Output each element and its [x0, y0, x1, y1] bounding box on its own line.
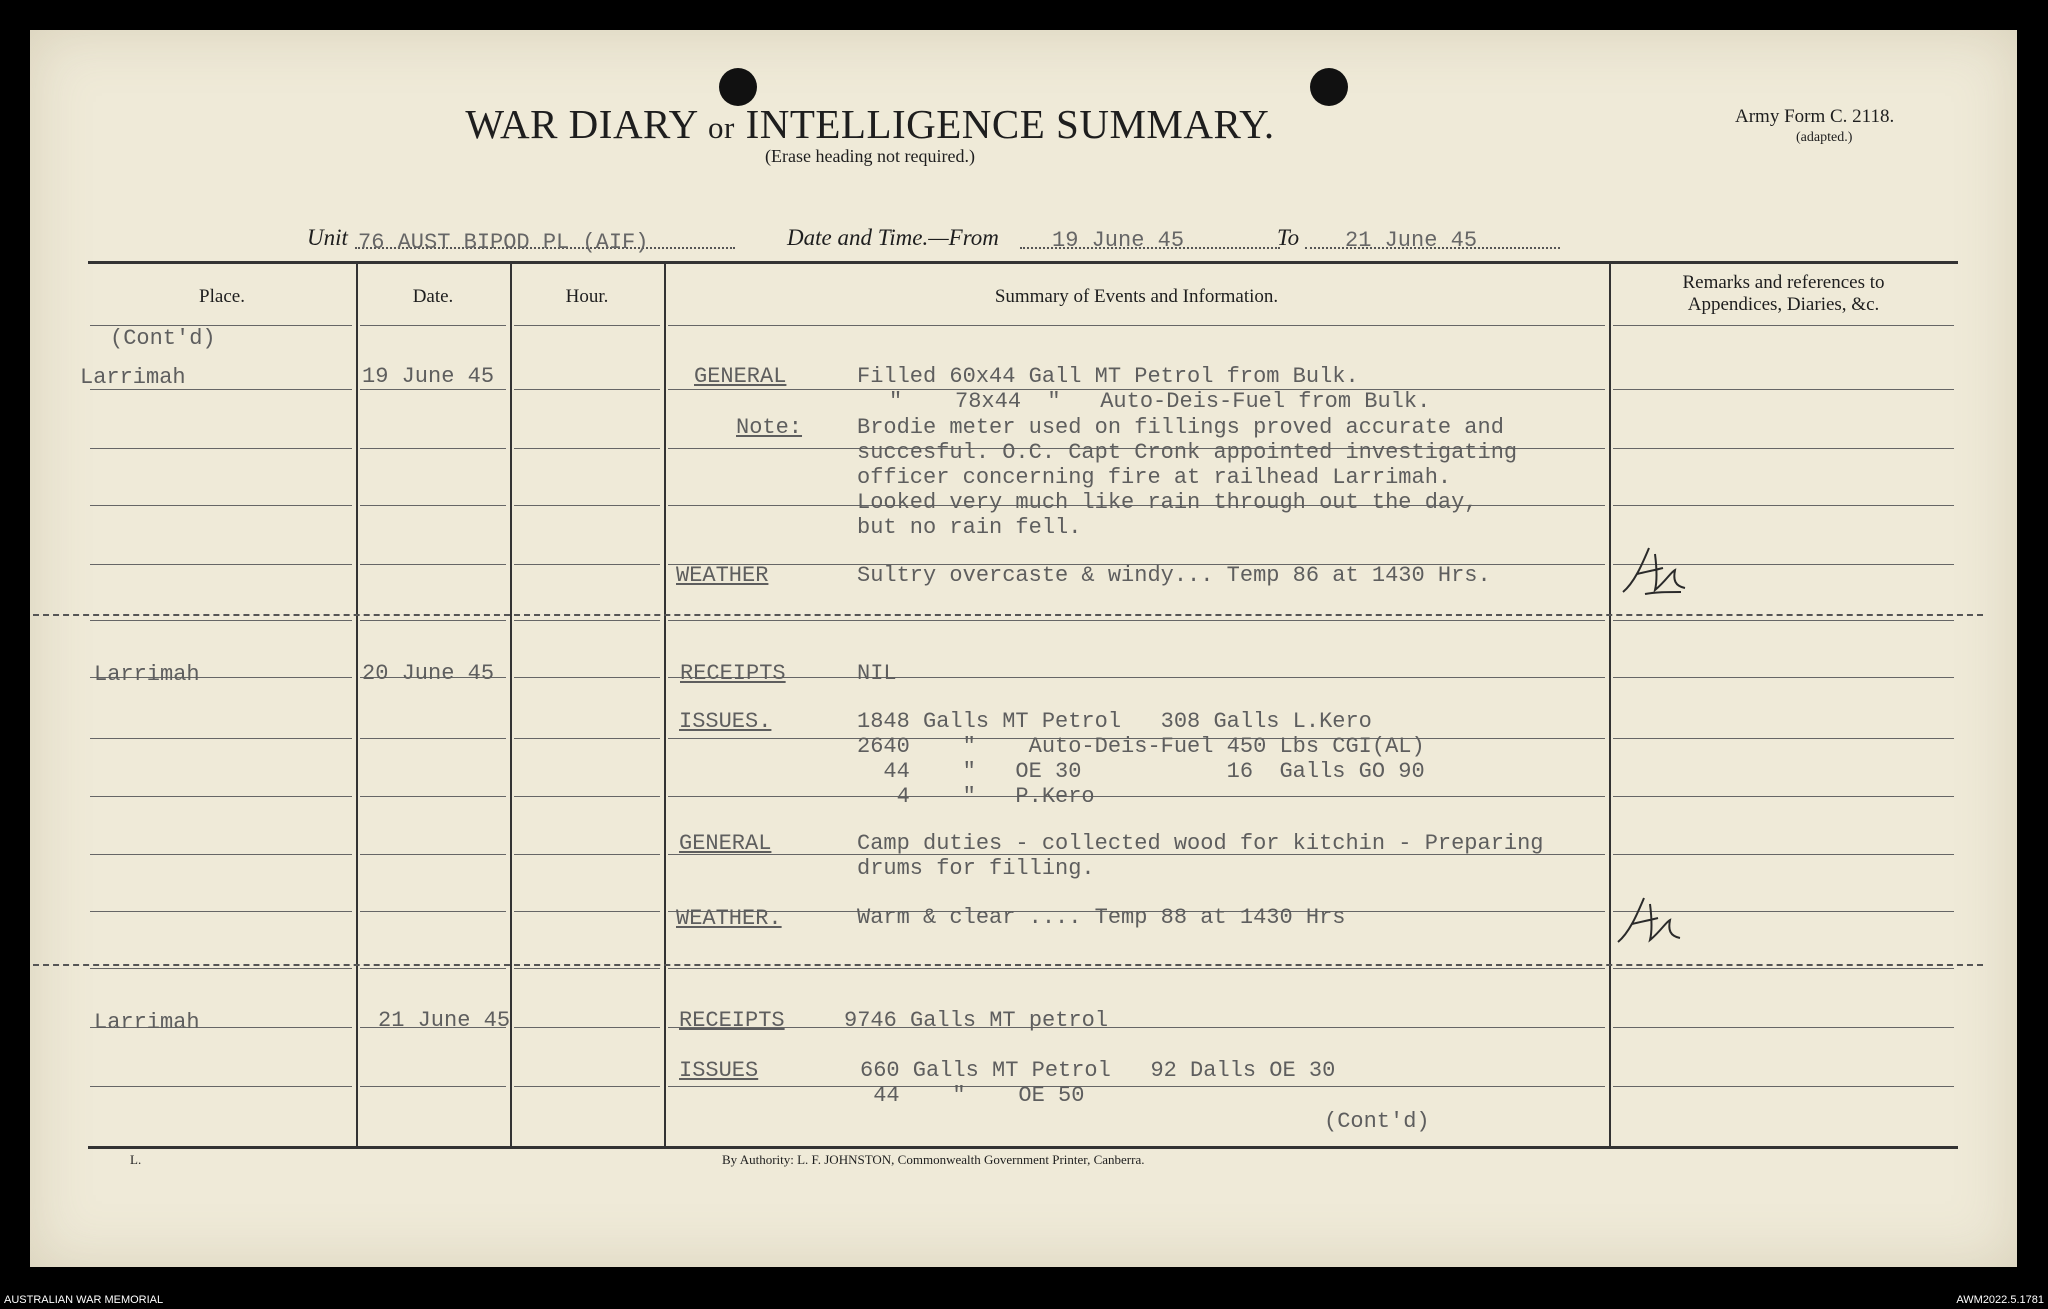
col-remarks-line1: Remarks and references to — [1682, 272, 1885, 293]
ruled-line — [360, 620, 506, 621]
ruled-line — [360, 911, 506, 912]
ruled-line — [1613, 738, 1954, 739]
ruled-line — [90, 1086, 352, 1087]
ruled-line — [514, 854, 660, 855]
entry1-weather-label: WEATHER — [676, 563, 769, 588]
entry2-issues-line1: 1848 Galls MT Petrol 308 Galls L.Kero — [857, 709, 1372, 734]
ruled-line — [668, 677, 1605, 678]
ruled-line — [1613, 796, 1954, 797]
ruled-line — [668, 1086, 1605, 1087]
entry1-weather: Sultry overcaste & windy... Temp 86 at 1430 Hrs. — [857, 563, 1491, 588]
entry3-issues-label: ISSUES — [679, 1058, 759, 1083]
ruled-line — [514, 677, 660, 678]
col-place: Place. — [199, 286, 245, 307]
archive-caption: AUSTRALIAN WAR MEMORIAL — [4, 1294, 164, 1306]
army-form-adapted: (adapted.) — [1796, 130, 1853, 145]
entry1-general-line1: Filled 60x44 Gall MT Petrol from Bulk. — [857, 364, 1359, 389]
entry1-general-label: GENERAL — [694, 364, 787, 389]
col-remarks-line2: Appendices, Diaries, &c. — [1687, 294, 1880, 315]
ruled-line — [360, 1086, 506, 1087]
entry1-general-line2: " 78x44 " Auto-Deis-Fuel from Bulk. — [889, 389, 1431, 414]
entry2-place: Larrimah — [94, 662, 200, 687]
ruled-line — [1613, 968, 1954, 969]
entry1-place: Larrimah — [80, 365, 186, 390]
ruled-line — [1613, 854, 1954, 855]
contd-top: (Cont'd) — [110, 326, 216, 351]
ruled-line — [360, 325, 506, 326]
ruled-line — [514, 564, 660, 565]
ruled-line — [514, 968, 660, 969]
ruled-line — [514, 448, 660, 449]
entry1-date: 19 June 45 — [362, 364, 495, 389]
ruled-line — [514, 1086, 660, 1087]
entry3-date: 21 June 45 — [378, 1008, 511, 1033]
col-summary: Summary of Events and Information. — [994, 286, 1279, 307]
archive-reference: AWM2022.5.1781 — [1956, 1294, 2044, 1306]
signature-initials — [1612, 892, 1687, 950]
title-or: or — [707, 110, 735, 145]
entry3-issues-line1: 660 Galls MT Petrol 92 Dalls OE 30 — [860, 1058, 1336, 1083]
ruled-line — [514, 1027, 660, 1028]
ruled-line — [90, 854, 352, 855]
entry3-receipts: 9746 Galls MT petrol — [844, 1008, 1109, 1033]
ruled-line — [514, 620, 660, 621]
ruled-line — [360, 796, 506, 797]
ruled-line — [90, 738, 352, 739]
ruled-line — [90, 564, 352, 565]
col-date: Date. — [412, 286, 454, 307]
entry1-note-line5: but no rain fell. — [857, 515, 1082, 540]
ruled-line — [1613, 677, 1954, 678]
entry2-issues-label: ISSUES. — [679, 709, 772, 734]
entry3-issues-line2: 44 " OE 50 — [860, 1083, 1085, 1108]
ruled-line — [514, 911, 660, 912]
ruled-line — [90, 448, 352, 449]
entry1-note-line1: Brodie meter used on fillings proved accurate and — [857, 415, 1504, 440]
ruled-line — [668, 1027, 1605, 1028]
ruled-line — [360, 968, 506, 969]
ruled-line — [360, 738, 506, 739]
ruled-line — [514, 325, 660, 326]
entry3-receipts-label: RECEIPTS — [679, 1008, 785, 1033]
entry2-issues-line4: 4 " P.Kero — [857, 784, 1095, 809]
entry2-general-label: GENERAL — [679, 831, 772, 856]
ruled-line — [360, 389, 506, 390]
entry2-receipts: NIL — [857, 661, 897, 686]
ruled-line — [668, 325, 1605, 326]
ruled-line — [514, 389, 660, 390]
ruled-line — [668, 620, 1605, 621]
ruled-line — [668, 968, 1605, 969]
ruled-line — [360, 854, 506, 855]
ruled-line — [90, 796, 352, 797]
ruled-line — [1613, 1086, 1954, 1087]
ruled-line — [90, 911, 352, 912]
footer-mark: L. — [130, 1152, 142, 1167]
ruled-line — [90, 620, 352, 621]
entry1-note-line2: succesful. O.C. Capt Cronk appointed investigating — [857, 440, 1518, 465]
signature-initials — [1615, 542, 1690, 600]
entry2-general-line1: Camp duties - collected wood for kitchin - Preparing — [857, 831, 1544, 856]
to-label: To — [1277, 225, 1300, 250]
entry3-place: Larrimah — [94, 1010, 200, 1035]
to-date-value: 21 June 45 — [1345, 228, 1478, 253]
ruled-line — [514, 796, 660, 797]
ruled-line — [90, 968, 352, 969]
contd-bottom: (Cont'd) — [1324, 1109, 1430, 1134]
ruled-line — [1613, 325, 1954, 326]
entry1-note-line3: officer concerning fire at railhead Larrimah. — [857, 465, 1452, 490]
title-intelligence-summary: INTELLIGENCE SUMMARY. — [745, 101, 1275, 147]
army-form-number: Army Form C. 2118. — [1735, 106, 1895, 127]
ruled-line — [668, 796, 1605, 797]
ruled-line — [360, 505, 506, 506]
unit-value: 76 AUST BIPOD PL (AIF) — [358, 230, 649, 255]
ruled-line — [1613, 448, 1954, 449]
ruled-line — [514, 738, 660, 739]
page-title — [150, 100, 1590, 148]
ruled-line — [360, 448, 506, 449]
ruled-line — [1613, 505, 1954, 506]
entry1-note-label: Note: — [736, 415, 803, 440]
entry2-general-line2: drums for filling. — [857, 856, 1095, 881]
unit-label: Unit — [307, 225, 348, 250]
col-hour: Hour. — [565, 286, 609, 307]
ruled-line — [1613, 1027, 1954, 1028]
ruled-line — [1613, 389, 1954, 390]
entry2-weather-label: WEATHER. — [676, 906, 782, 931]
date-time-label: Date and Time.—From — [787, 225, 999, 250]
subtitle: (Erase heading not required.) — [765, 146, 975, 166]
entry2-issues-line2: 2640 " Auto-Deis-Fuel 450 Lbs CGI(AL) — [857, 734, 1425, 759]
entry2-receipts-label: RECEIPTS — [680, 661, 786, 686]
entry2-date: 20 June 45 — [362, 661, 495, 686]
ruled-line — [514, 505, 660, 506]
title-war-diary: WAR DIARY — [465, 101, 698, 147]
from-date-value: 19 June 45 — [1052, 228, 1185, 253]
entry2-issues-line3: 44 " OE 30 16 Galls GO 90 — [857, 759, 1425, 784]
entry2-weather: Warm & clear .... Temp 88 at 1430 Hrs — [857, 905, 1346, 930]
printer-authority: By Authority: L. F. JOHNSTON, Commonwealth Government Printer, Canberra. — [722, 1152, 1145, 1167]
ruled-line — [360, 564, 506, 565]
entry1-note-line4: Looked very much like rain through out the day, — [857, 490, 1478, 515]
ruled-line — [1613, 620, 1954, 621]
ruled-line — [90, 505, 352, 506]
